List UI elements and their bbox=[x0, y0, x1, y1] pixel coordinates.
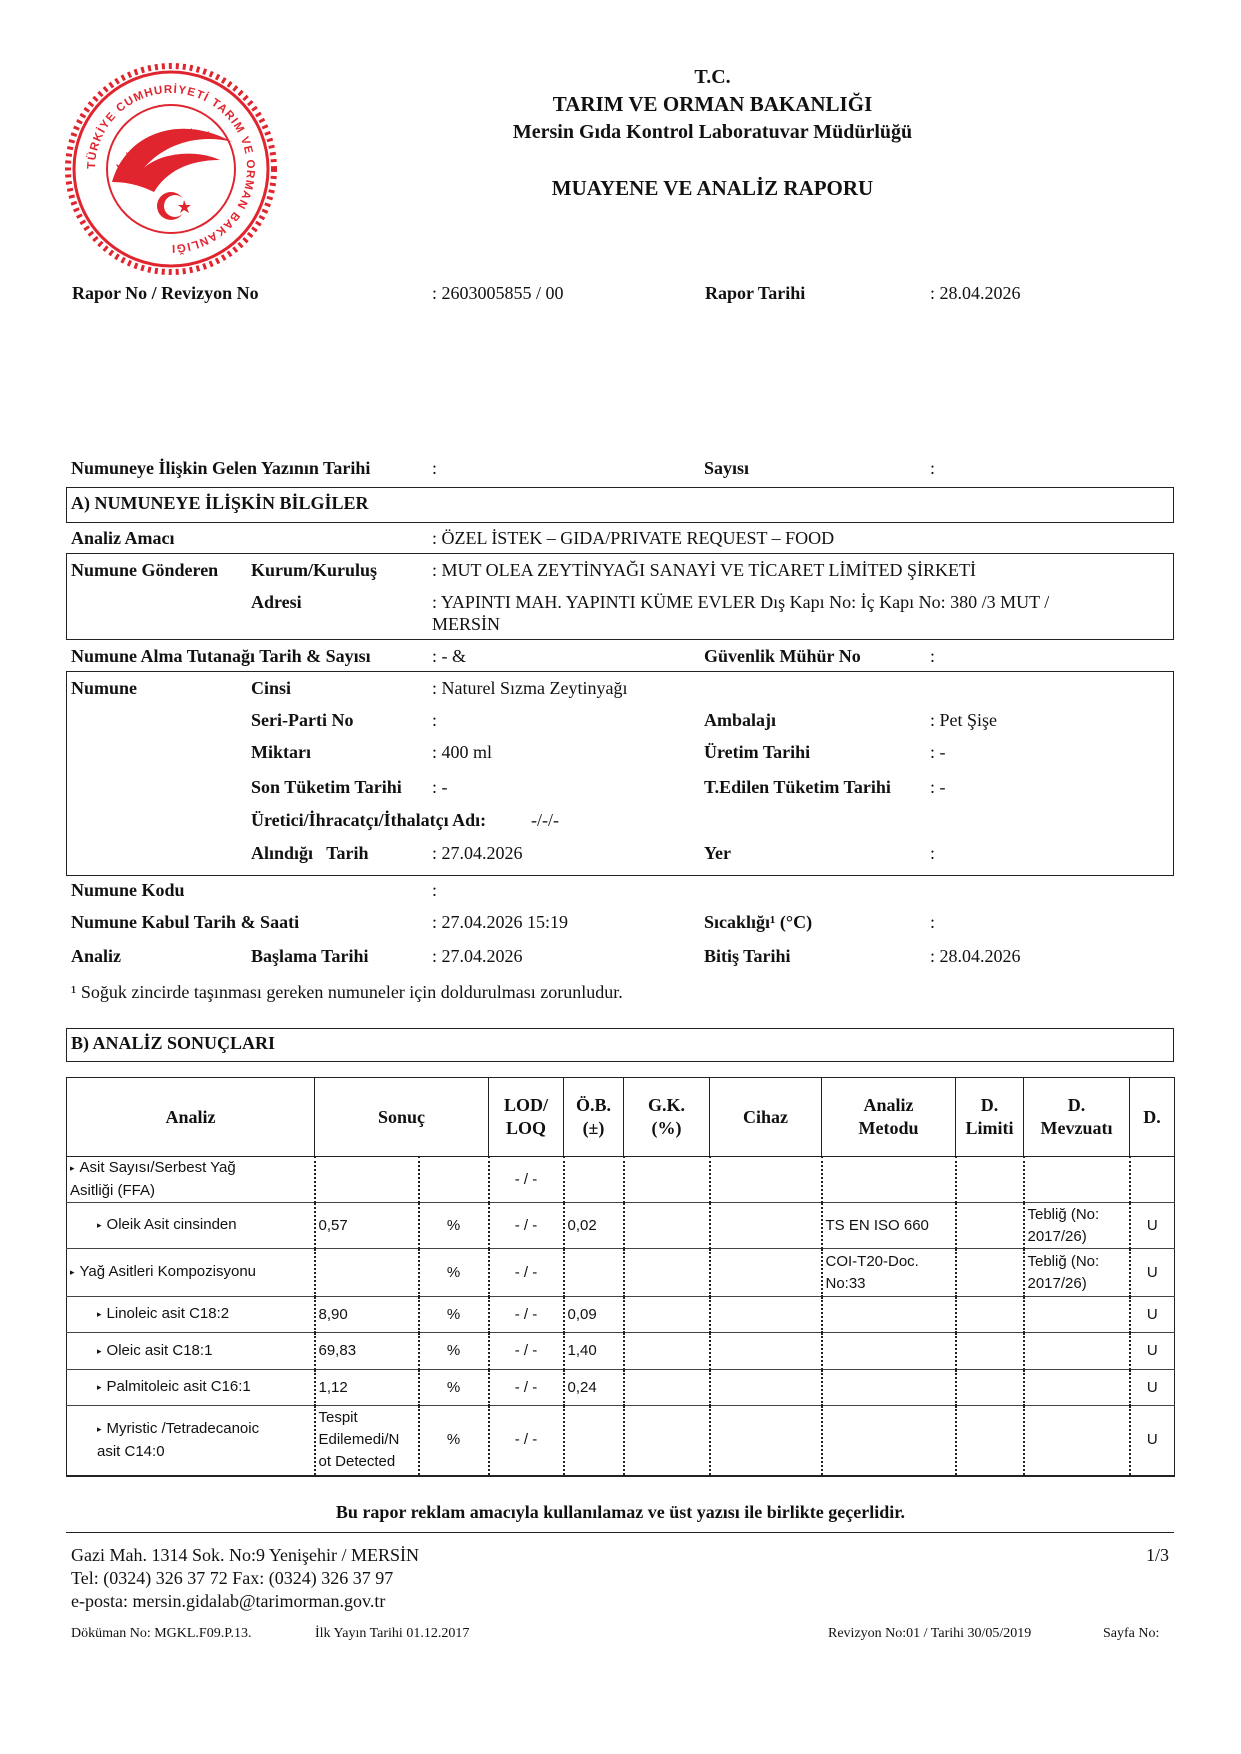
row-device bbox=[710, 1406, 822, 1476]
col-sonuc: Sonuç bbox=[315, 1078, 489, 1157]
disclaimer: Bu rapor reklam amacıyla kullanılamaz ve üst yazısı ile birlikte geçerlidir. bbox=[335, 1502, 906, 1522]
row-gk bbox=[624, 1333, 710, 1370]
taken-label: Alındığı Tarih bbox=[251, 843, 369, 863]
section-a-header bbox=[66, 487, 1174, 523]
row-d: U bbox=[1130, 1406, 1175, 1476]
row-reg bbox=[1024, 1297, 1130, 1333]
row-unit: % bbox=[419, 1333, 489, 1370]
report-date-value: : 28.04.2026 bbox=[930, 283, 1021, 303]
col-limit: D. Limiti bbox=[956, 1078, 1024, 1157]
results-table bbox=[66, 1077, 1175, 1477]
row-name: ▸ Oleic asit C18:1 bbox=[67, 1333, 315, 1370]
start-value: : 27.04.2026 bbox=[432, 946, 523, 966]
accept-value: : 27.04.2026 15:19 bbox=[432, 912, 569, 932]
triangle-icon: ▸ bbox=[97, 1382, 102, 1392]
col-cihaz: Cihaz bbox=[710, 1078, 822, 1157]
lot-label: Seri-Parti No bbox=[251, 710, 354, 730]
row-unit: % bbox=[419, 1406, 489, 1476]
section-a-title: A) NUMUNEYE İLİŞKİN BİLGİLER bbox=[71, 493, 369, 513]
producer-label: Üretici/İhracatçı/İthalatçı Adı: bbox=[251, 810, 487, 830]
sender-label: Numune Gönderen bbox=[71, 560, 219, 580]
row-device bbox=[710, 1370, 822, 1406]
letter-number-label: Sayısı bbox=[704, 458, 750, 478]
purpose-value: : ÖZEL İSTEK – GIDA/PRIVATE REQUEST – FOOD bbox=[432, 528, 835, 548]
row-value: 8,90 bbox=[315, 1297, 419, 1333]
triangle-icon: ▸ bbox=[97, 1220, 102, 1230]
triangle-icon: ▸ bbox=[97, 1423, 102, 1434]
row-method bbox=[822, 1157, 956, 1203]
table-row bbox=[67, 1297, 1175, 1333]
report-date-label: Rapor Tarihi bbox=[705, 283, 806, 303]
row-d: U bbox=[1130, 1333, 1175, 1370]
header-tc: T.C. bbox=[694, 66, 731, 88]
type-value: : Naturel Sızma Zeytinyağı bbox=[432, 678, 628, 698]
col-gk: G.K. (%) bbox=[624, 1078, 710, 1157]
row-limit bbox=[956, 1249, 1024, 1297]
col-analiz: Analiz bbox=[67, 1078, 315, 1157]
lot-value: : bbox=[432, 710, 438, 730]
row-lod: - / - bbox=[489, 1406, 564, 1476]
table-row bbox=[67, 1370, 1175, 1406]
row-ob: 0,02 bbox=[564, 1203, 624, 1249]
row-d: U bbox=[1130, 1370, 1175, 1406]
footer-page: 1/3 bbox=[1146, 1545, 1170, 1565]
recommended-value: : - bbox=[930, 777, 946, 797]
row-name: ▸ Linoleic asit C18:2 bbox=[67, 1297, 315, 1333]
row-value: 0,57 bbox=[315, 1203, 419, 1249]
row-reg: Tebliğ (No: 2017/26) bbox=[1024, 1249, 1130, 1297]
row-device bbox=[710, 1333, 822, 1370]
row-ob bbox=[564, 1157, 624, 1203]
row-method bbox=[822, 1406, 956, 1476]
row-reg: Tebliğ (No: 2017/26) bbox=[1024, 1203, 1130, 1249]
row-reg bbox=[1024, 1157, 1130, 1203]
row-unit bbox=[419, 1157, 489, 1203]
col-metod: Analiz Metodu bbox=[822, 1078, 956, 1157]
svg-text:TÜRKİYE CUMHURİYETİ TARIM VE O: TÜRKİYE CUMHURİYETİ TARIM VE ORMAN BAKANLIĞI bbox=[85, 83, 257, 255]
place-value: : bbox=[930, 843, 936, 863]
row-name: ▸ Palmitoleic asit C16:1 bbox=[67, 1370, 315, 1406]
end-value: : 28.04.2026 bbox=[930, 946, 1021, 966]
analysis-label: Analiz bbox=[71, 946, 122, 966]
accept-label: Numune Kabul Tarih & Saati bbox=[71, 912, 300, 932]
footer-phone: Tel: (0324) 326 37 72 Fax: (0324) 326 37 97 bbox=[71, 1568, 394, 1588]
triangle-icon: ▸ bbox=[70, 1267, 75, 1277]
row-method bbox=[822, 1333, 956, 1370]
recommended-label: T.Edilen Tüketim Tarihi bbox=[704, 777, 891, 797]
row-lod: - / - bbox=[489, 1297, 564, 1333]
row-name: ▸ Myristic /Tetradecanoic asit C14:0 bbox=[67, 1406, 315, 1476]
footer-doc-no: Döküman No: MGKL.F09.P.13. bbox=[71, 1626, 252, 1641]
letter-number-value: : bbox=[930, 458, 936, 478]
row-lod: - / - bbox=[489, 1249, 564, 1297]
type-label: Cinsi bbox=[251, 678, 292, 698]
row-value: 69,83 bbox=[315, 1333, 419, 1370]
row-unit: % bbox=[419, 1297, 489, 1333]
report-no-value: : 2603005855 / 00 bbox=[432, 283, 564, 303]
package-label: Ambalajı bbox=[704, 710, 776, 730]
row-limit bbox=[956, 1370, 1024, 1406]
expiry-label: Son Tüketim Tarihi bbox=[251, 777, 402, 797]
row-ob bbox=[564, 1406, 624, 1476]
temp-label: Sıcaklığı¹ (°C) bbox=[704, 912, 813, 932]
footnote: ¹ Soğuk zincirde taşınması gereken numuneler için doldurulması zorunludur. bbox=[71, 982, 623, 1002]
row-value bbox=[315, 1157, 419, 1203]
footer-divider bbox=[66, 1532, 1174, 1533]
org-value: : MUT OLEA ZEYTİNYAĞI SANAYİ VE TİCARET LİMİTED ŞİRKETİ bbox=[432, 560, 976, 580]
row-lod: - / - bbox=[489, 1203, 564, 1249]
row-ob: 0,09 bbox=[564, 1297, 624, 1333]
row-gk bbox=[624, 1157, 710, 1203]
amount-value: : 400 ml bbox=[432, 742, 493, 762]
row-lod: - / - bbox=[489, 1370, 564, 1406]
row-ob: 1,40 bbox=[564, 1333, 624, 1370]
results-header-row bbox=[67, 1078, 1175, 1157]
row-d: U bbox=[1130, 1249, 1175, 1297]
row-ob bbox=[564, 1249, 624, 1297]
header-lab: Mersin Gıda Kontrol Laboratuvar Müdürlüğü bbox=[512, 121, 913, 143]
row-gk bbox=[624, 1406, 710, 1476]
col-d: D. bbox=[1130, 1078, 1175, 1157]
address-value-2: MERSİN bbox=[432, 614, 501, 634]
row-d bbox=[1130, 1157, 1175, 1203]
footer-email: e-posta: mersin.gidalab@tarimorman.gov.tr bbox=[71, 1591, 386, 1611]
section-b-title: B) ANALİZ SONUÇLARI bbox=[71, 1033, 276, 1053]
row-method: TS EN ISO 660 bbox=[822, 1203, 956, 1249]
place-label: Yer bbox=[704, 843, 731, 863]
production-label: Üretim Tarihi bbox=[704, 742, 811, 762]
letter-date-label: Numuneye İlişkin Gelen Yazının Tarihi bbox=[71, 458, 371, 478]
row-gk bbox=[624, 1203, 710, 1249]
row-d: U bbox=[1130, 1203, 1175, 1249]
taken-value: : 27.04.2026 bbox=[432, 843, 523, 863]
end-label: Bitiş Tarihi bbox=[704, 946, 791, 966]
address-label: Adresi bbox=[251, 592, 302, 612]
seal-label: Güvenlik Mühür No bbox=[704, 646, 861, 666]
row-gk bbox=[624, 1249, 710, 1297]
footer-page-label: Sayfa No: bbox=[1103, 1626, 1160, 1641]
table-row bbox=[67, 1203, 1175, 1249]
sample-label: Numune bbox=[71, 678, 138, 698]
seal-value: : bbox=[930, 646, 936, 666]
row-reg bbox=[1024, 1370, 1130, 1406]
row-device bbox=[710, 1203, 822, 1249]
address-value-1: : YAPINTI MAH. YAPINTI KÜME EVLER Dış Kapı No: İç Kapı No: 380 /3 MUT / bbox=[432, 592, 1050, 612]
start-label: Başlama Tarihi bbox=[251, 946, 369, 966]
row-value: Tespit Edilemedi/N ot Detected bbox=[315, 1406, 419, 1476]
row-lod: - / - bbox=[489, 1333, 564, 1370]
row-value: 1,12 bbox=[315, 1370, 419, 1406]
row-unit: % bbox=[419, 1249, 489, 1297]
triangle-icon: ▸ bbox=[70, 1163, 75, 1173]
sampling-value: : - & bbox=[432, 646, 466, 666]
row-ob: 0,24 bbox=[564, 1370, 624, 1406]
table-row bbox=[67, 1333, 1175, 1370]
row-limit bbox=[956, 1157, 1024, 1203]
header-ministry: TARIM VE ORMAN BAKANLIĞI bbox=[552, 92, 873, 116]
producer-value: -/-/- bbox=[531, 810, 559, 830]
row-device bbox=[710, 1157, 822, 1203]
table-row bbox=[67, 1406, 1175, 1476]
row-gk bbox=[624, 1370, 710, 1406]
code-label: Numune Kodu bbox=[71, 880, 185, 900]
sampling-label: Numune Alma Tutanağı Tarih & Sayısı bbox=[71, 646, 371, 666]
expiry-value: : - bbox=[432, 777, 448, 797]
row-d: U bbox=[1130, 1297, 1175, 1333]
letter-date-value: : bbox=[432, 458, 438, 478]
row-limit bbox=[956, 1203, 1024, 1249]
package-value: : Pet Şişe bbox=[930, 710, 998, 730]
amount-label: Miktarı bbox=[251, 742, 311, 762]
row-limit bbox=[956, 1297, 1024, 1333]
production-value: : - bbox=[930, 742, 946, 762]
sample-box bbox=[66, 671, 1174, 876]
col-ob: Ö.B. (±) bbox=[564, 1078, 624, 1157]
row-unit: % bbox=[419, 1203, 489, 1249]
report-title: MUAYENE VE ANALİZ RAPORU bbox=[551, 176, 874, 200]
table-row bbox=[67, 1249, 1175, 1297]
row-name: ▸ Asit Sayısı/Serbest Yağ Asitliği (FFA) bbox=[67, 1157, 315, 1203]
footer-revision: Revizyon No:01 / Tarihi 30/05/2019 bbox=[828, 1626, 1032, 1641]
row-gk bbox=[624, 1297, 710, 1333]
row-reg bbox=[1024, 1406, 1130, 1476]
table-row bbox=[67, 1157, 1175, 1203]
row-method bbox=[822, 1370, 956, 1406]
col-lod: LOD/ LOQ bbox=[489, 1078, 564, 1157]
code-value: : bbox=[432, 880, 438, 900]
row-device bbox=[710, 1297, 822, 1333]
row-name: ▸ Oleik Asit cinsinden bbox=[67, 1203, 315, 1249]
footer-first-pub: İlk Yayın Tarihi 01.12.2017 bbox=[315, 1626, 470, 1641]
purpose-label: Analiz Amacı bbox=[71, 528, 175, 548]
row-unit: % bbox=[419, 1370, 489, 1406]
section-b-header bbox=[66, 1028, 1174, 1062]
org-label: Kurum/Kuruluş bbox=[251, 560, 378, 580]
row-limit bbox=[956, 1406, 1024, 1476]
temp-value: : bbox=[930, 912, 936, 932]
row-value bbox=[315, 1249, 419, 1297]
row-method: COI-T20-Doc. No:33 bbox=[822, 1249, 956, 1297]
triangle-icon: ▸ bbox=[97, 1309, 102, 1319]
row-device bbox=[710, 1249, 822, 1297]
footer-address: Gazi Mah. 1314 Sok. No:9 Yenişehir / MERSİN bbox=[71, 1545, 420, 1565]
report-no-label: Rapor No / Revizyon No bbox=[72, 283, 259, 303]
col-mevzuat: D. Mevzuatı bbox=[1024, 1078, 1130, 1157]
triangle-icon: ▸ bbox=[97, 1345, 102, 1356]
row-name: ▸ Yağ Asitleri Kompozisyonu bbox=[67, 1249, 315, 1297]
row-limit bbox=[956, 1333, 1024, 1370]
row-lod: - / - bbox=[489, 1157, 564, 1203]
row-method bbox=[822, 1297, 956, 1333]
row-reg bbox=[1024, 1333, 1130, 1370]
